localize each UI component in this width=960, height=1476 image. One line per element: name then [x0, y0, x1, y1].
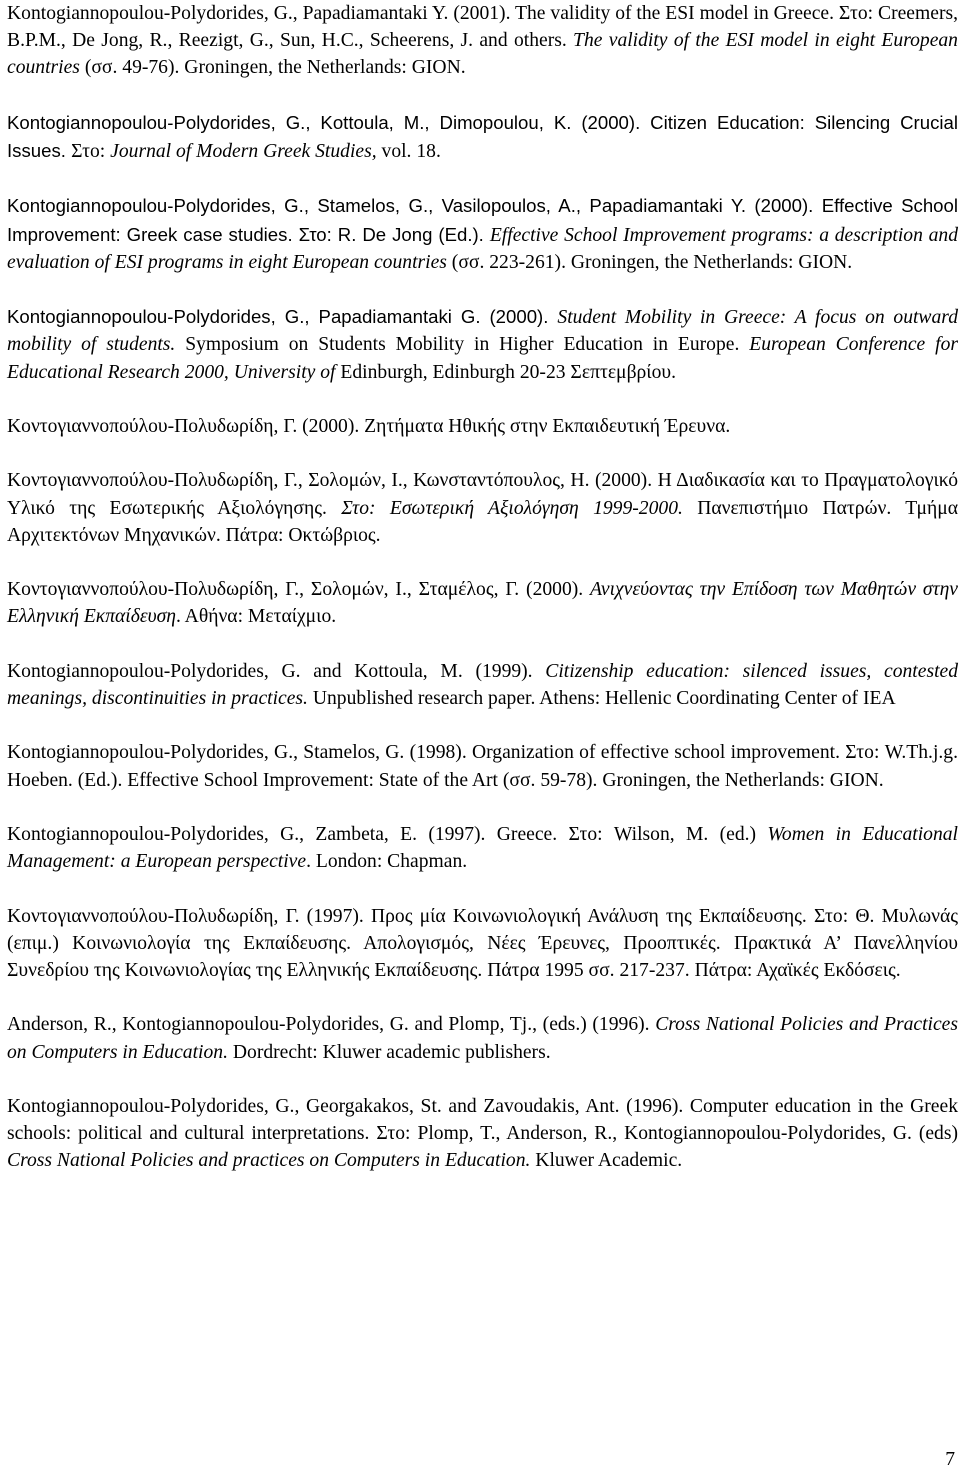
reference-segment: Journal of Modern Greek Studies, [110, 141, 377, 162]
reference-entry [7, 903, 958, 985]
reference-segment: Unpublished research paper. Athens: Hellenic Coordinating Center of IEA [307, 687, 896, 709]
reference-segment: Κοντογιαννοπούλου-Πολυδωρίδη, Γ., Σολομών, Ι., Κωνσταντόπουλος, Η. (2000). Η Διαδικασία και το Πραγματολογικό Υλικό της Εσωτερικής Αξιολόγησης. [7, 470, 958, 519]
reference-segment: Symposium on Students Mobility in Higher Education in Europe. [175, 334, 750, 356]
reference-segment: Women in Educational Management: a European perspective [7, 823, 958, 873]
reference-segment: Στο: [71, 141, 111, 162]
page-number: 7 [945, 1449, 955, 1470]
reference-segment: Κοντογιαννοπούλου-Πολυδωρίδη, Γ. (2000). Ζητήματα Ηθικής στην Εκπαιδευτική Έρευνα. [7, 415, 731, 437]
reference-entry [7, 739, 958, 793]
reference-entry [7, 1011, 958, 1065]
reference-segment: Kluwer Academic. [530, 1150, 683, 1172]
reference-entry [7, 467, 958, 549]
reference-segment: Kontogiannopoulou-Polydorides, G., Kottoula, M., Dimopoulou, K. (2000). Citizen Education: Silencing Crucial Issues. [7, 111, 958, 161]
reference-entry [7, 303, 958, 386]
reference-segment: Cross National Policies and practices on Computers in Education. [7, 1150, 531, 1172]
reference-segment: Citizenship education: silenced issues, contested meanings, discontinuities in practices. [7, 660, 959, 709]
reference-segment: Kontogiannopoulou-Polydorides, G., Zambeta, E. (1997). Greece. Στο: Wilson, M. (ed.) [7, 823, 768, 845]
reference-segment: Κοντογιαννοπούλου-Πολυδωρίδη, Γ., Σολομών, Ι., Σταμέλος, Γ. (2000). [7, 579, 591, 601]
reference-segment: Στο: Εσωτερική Αξιολόγηση 1999-2000. [341, 497, 683, 519]
reference-segment: . Αθήνα: Μεταίχμιο. [175, 606, 337, 628]
reference-entry [7, 821, 958, 875]
reference-segment: Dordrecht: Kluwer academic publishers. [227, 1041, 551, 1063]
reference-segment: Anderson, R., Kontogiannopoulou-Polydorides, G. and Plomp, Tj., (eds.) (1996). [7, 1014, 656, 1036]
reference-segment: Kontogiannopoulou-Polydorides, G. and Kottoula, M. (1999). [7, 660, 546, 682]
reference-entry [7, 1093, 958, 1175]
reference-segment: Edinburgh, Edinburgh 20-23 Σεπτεμβρίου. [335, 361, 676, 383]
reference-entry [7, 109, 958, 165]
reference-segment: Kontogiannopoulou-Polydorides, G., Stamelos, G. (1998). Organization of effective school improvement. Στο: W.Th.j.g. Hoeben. (Ed.). Effective School Improvement: State of the Art (σσ. 59-78). Groningen, the Netherlands: GION. [7, 742, 958, 791]
reference-segment: (σσ. 49-76). Groningen, the Netherlands: GION. [79, 57, 466, 79]
reference-segment: Kontogiannopoulou-Polydorides, G., Papadiamantaki Y. (2001). The validity of the ESI model in Greece. Στο: Creemers, B.P.M., De Jong, R., Reezigt, G., Sun, H.C., Scheerens, J. and others. [7, 3, 958, 52]
reference-segment: Kontogiannopoulou-Polydorides, G., Papadiamantaki G. (2000). [7, 306, 558, 328]
reference-segment: The validity of the ESI model in eight European countries [7, 30, 958, 79]
reference-list [7, 0, 958, 1202]
reference-entry [7, 658, 958, 712]
reference-entry [7, 413, 958, 440]
reference-segment: Student Mobility in Greece: A focus on outward mobility of students. [7, 307, 958, 356]
reference-segment: Ανιχνεύοντας την Επίδοση των Μαθητών στην Ελληνική Εκπαίδευση [7, 579, 958, 628]
reference-segment: Kontogiannopoulou-Polydorides, G., Georgakakos, St. and Zavoudakis, Ant. (1996). Computer education in the Greek schools: political and cultural interpretations. Στο: Plomp, T., Anderson, R., Kontogiannopoulou-Polydorides, G. (eds) [7, 1095, 958, 1145]
reference-segment: . London: Chapman. [306, 851, 468, 873]
reference-segment: Cross National Policies and Practices on Computers in Education. [7, 1014, 958, 1063]
reference-segment: European Conference for Educational Research 2000, University of [7, 334, 958, 383]
reference-segment: Kontogiannopoulou-Polydorides, G., Stamelos, G., Vasilopoulos, A., Papadiamantaki Y. (2000). Effective School Improvement: Greek case studies. Στο: R. De Jong (Ed.). [7, 195, 958, 245]
reference-segment: vol. 18. [376, 141, 441, 162]
reference-entry [7, 0, 958, 82]
reference-entry [7, 192, 958, 276]
reference-segment: Πανεπιστήμιο Πατρών. Τμήμα Αρχιτεκτόνων Μηχανικών. Πάτρα: Οκτώβριος. [7, 497, 958, 546]
reference-segment: Effective School Improvement programs: a description and evaluation of ESI programs in eight European countries [7, 224, 958, 273]
reference-segment: (σσ. 223-261). Groningen, the Netherlands: GION. [446, 251, 853, 273]
reference-segment: Κοντογιαννοπούλου-Πολυδωρίδη, Γ. (1997). Προς μία Κοινωνιολογική Ανάλυση της Εκπαίδευσης. Στο: Θ. Μυλωνάς (επιμ.) Κοινωνιολογία της Εκπαίδευσης. Απολογισμός, Νέες Έρευνες, Προοπτικές. Πρακτικά Α’ Πανελληνίου Συνεδρίου της Κοινωνιολογίας της Ελληνικής Εκπαίδευσης. Πάτρα 1995 σσ. 217-237. Πάτρα: Αχαϊκές Εκδόσεις. [7, 905, 958, 981]
reference-entry [7, 576, 958, 630]
